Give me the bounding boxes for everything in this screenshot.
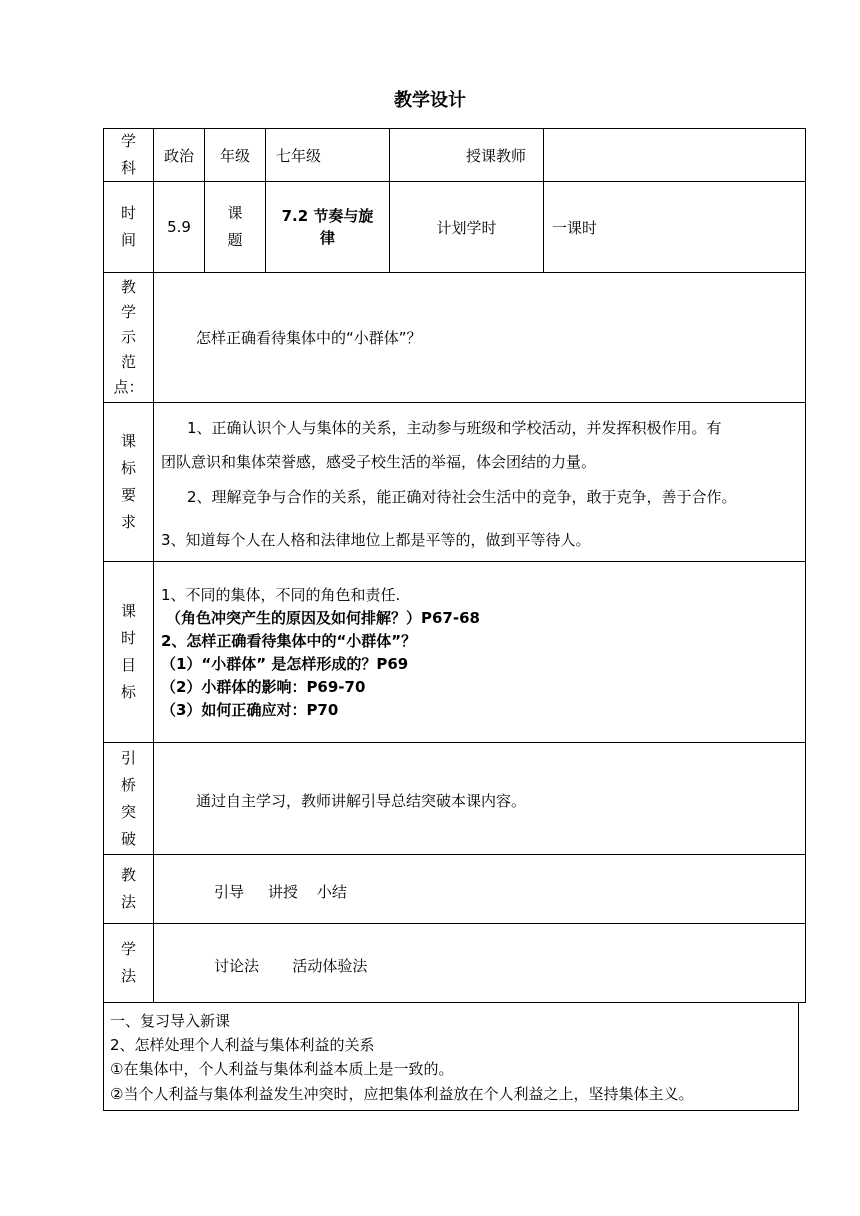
requirement-line-2: 团队意识和集体荣誉感，感受子校生活的举福，体会团结的力量。 [161, 453, 597, 471]
teaching-method-text: 引导 讲授 小结 [214, 883, 347, 901]
requirement-line-3: 2、理解竞争与合作的关系，能正确对待社会生活中的竞争，敢于克争，善于合作。 [187, 488, 737, 506]
demo-point-label: 教 学 示 范 点： [113, 278, 144, 396]
plan-label: 计划学时 [436, 218, 497, 237]
topic-value: 7.2 节奏与旋 律 [281, 207, 374, 247]
section-heading: 一、复习导入新课 [110, 1012, 231, 1030]
plan-value: 一课时 [552, 218, 598, 237]
requirement-line-4: 3、知道每个人在人格和法律地位上都是平等的，做到平等待人。 [161, 531, 591, 549]
objective-line-2: （角色冲突产生的原因及如何排解？）P67-68 [166, 609, 480, 627]
document-title: 教学设计 [394, 90, 466, 111]
objective-line-5: （2）小群体的影响：P69-70 [161, 678, 366, 696]
teacher-label: 授课教师 [465, 146, 526, 165]
subject-value: 政治 [163, 146, 194, 165]
demo-point-text: 怎样正确看待集体中的“小群体”？ [196, 329, 422, 347]
subject-label: 学 科 [120, 132, 136, 177]
time-label: 时 间 [120, 204, 136, 249]
breakthrough-label: 引 桥 突 破 [120, 748, 136, 848]
time-value: 5.9 [167, 218, 191, 236]
lesson-objectives-label: 课 时 目 标 [120, 602, 136, 701]
topic-label: 课 题 [227, 204, 243, 249]
requirement-line-1: 1、正确认识个人与集体的关系，主动参与班级和学校活动，并发挥积极作用。有 [187, 419, 722, 437]
learning-method-text: 讨论法 活动体验法 [214, 957, 368, 975]
objective-line-6: （3）如何正确应对：P70 [161, 701, 339, 719]
breakthrough-text: 通过自主学习，教师讲解引导总结突破本课内容。 [196, 792, 527, 810]
learning-method-label: 学 法 [120, 940, 136, 985]
objective-line-4: （1）“小群体” 是怎样形成的？P69 [161, 655, 409, 673]
objective-line-1: 1、不同的集体，不同的角色和责任. [161, 586, 401, 604]
section-line-2: ①在集体中，个人利益与集体利益本质上是一致的。 [110, 1060, 454, 1078]
standard-requirements-label: 课 标 要 求 [120, 432, 136, 531]
objective-line-3: 2、怎样正确看待集体中的“小群体”？ [161, 632, 417, 650]
teacher-value [552, 129, 802, 181]
section-line-3: ②当个人利益与集体利益发生冲突时，应把集体利益放在个人利益之上，坚持集体主义。 [110, 1085, 694, 1103]
grade-value: 七年级 [276, 146, 322, 165]
grade-label: 年级 [219, 146, 250, 165]
section-line-1: 2、怎样处理个人利益与集体利益的关系 [110, 1036, 375, 1054]
teaching-method-label: 教 法 [120, 866, 136, 911]
